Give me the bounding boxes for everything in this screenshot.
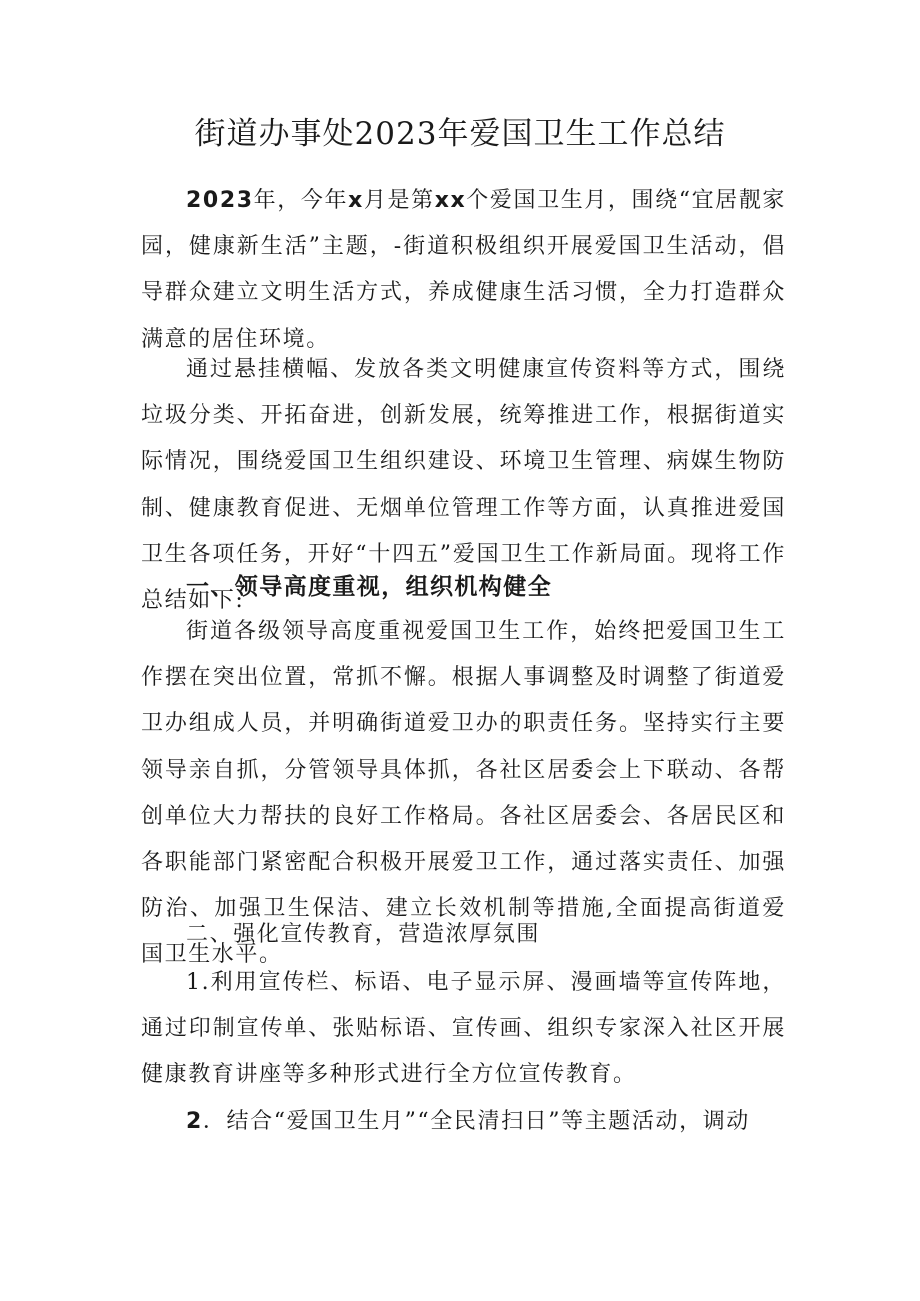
paragraph-2: 通过悬挂横幅、发放各类文明健康宣传资料等方式，围绕垃圾分类、开拓奋进，创新发展，统筹推进工作，根据街道实际情况，围绕爱国卫生组织建设、环境卫生管理、病媒生物防制、健康教育促进、无烟单位管理工作等方面，认真推进爱国卫生各项任务，开好“十四五”爱国卫生工作新局面。现将工作总结如下: bbox=[141, 357, 786, 614]
intro-text-2: 月是第 bbox=[363, 188, 435, 213]
intro-number: xx bbox=[434, 188, 467, 213]
section-heading-1: 一、领导高度重视，组织机构健全 bbox=[186, 574, 552, 600]
paragraph-3: 街道各级领导高度重视爱国卫生工作，始终把爱国卫生工作摆在突出位置，常抓不懈。根据人事调整及时调整了街道爱卫办组成人员，并明确街道爱卫办的职责任务。坚持实行主要领导亲自抓，分管领导具体抓，各社区居委会上下联动、各帮创单位大力帮扶的良好工作格局。各社区居委会、各居民区和各职能部门紧密配合积极开展爱卫工作，通过落实责任、加强防治、加强卫生保洁、建立长效机制等措施,全面提高街道爱国卫生水平。 bbox=[141, 619, 786, 968]
paragraph-4: 1.利用宣传栏、标语、电子显示屏、漫画墙等宣传阵地，通过印制宣传单、张贴标语、宣传画、组织专家深入社区开展健康教育讲座等多种形式进行全方位宣传教育。 bbox=[141, 970, 786, 1088]
intro-text-3: 个爱国卫生月，围绕“宜居靓家园，健康新生活”主题，-街道积极组织开展爱国卫生活动，倡导群众建立文明生活方式，养成健康生活习惯，全力打造群众满意的居住环境。 bbox=[141, 188, 786, 352]
paragraph-5 bbox=[141, 1099, 786, 1145]
section-heading-2: 二、强化宣传教育，营造浓厚氛围 bbox=[186, 922, 541, 947]
item-number-2: 2 bbox=[186, 1109, 203, 1134]
document-title: 街道办事处2023年爱国卫生工作总结 bbox=[194, 116, 726, 152]
intro-year: 2023 bbox=[186, 188, 254, 213]
intro-text-1: 年，今年 bbox=[253, 188, 349, 213]
paragraph-5-text: ．结合“爱国卫生月”“全民清扫日”等主题活动，调动 bbox=[202, 1109, 750, 1134]
paragraph-intro bbox=[141, 178, 786, 363]
intro-month: x bbox=[348, 188, 364, 213]
